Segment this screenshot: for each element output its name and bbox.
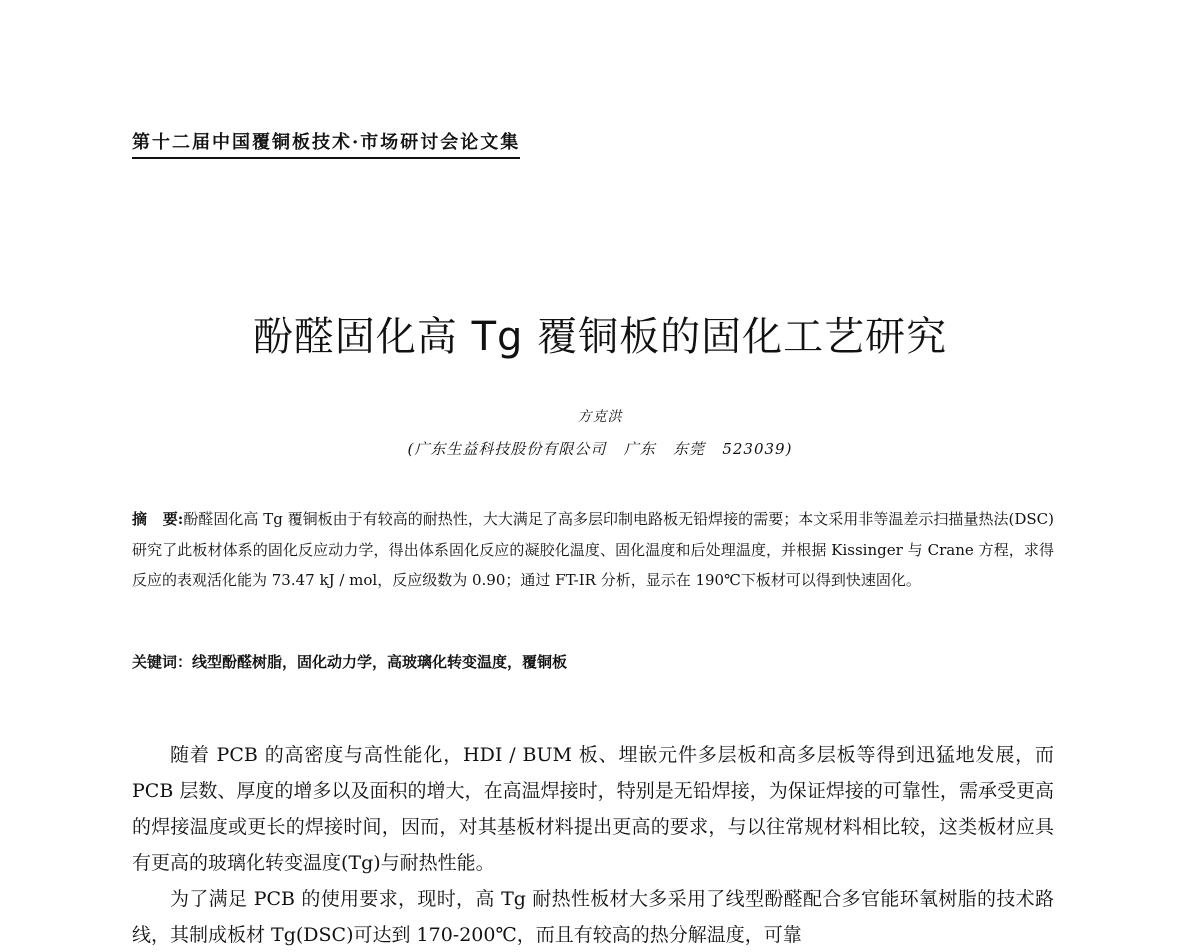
body-text [132,737,1054,952]
abstract [132,504,1054,596]
keywords-label: 关键词： [132,653,193,671]
paper-title: 酚醛固化高 Tg 覆铜板的固化工艺研究 [252,314,948,360]
abstract-label: 摘 要: [132,510,184,528]
body-paragraph: 为了满足 PCB 的使用要求，现时，高 Tg 耐热性板材大多采用了线型酚醛配合多官能环氧树脂的技术路线，其制成板材 Tg(DSC)可达到 170-200℃，而且有较高的热分解温度，可靠 [132,888,1054,946]
author-name: 方克洪 [577,409,623,425]
keywords [132,647,1054,677]
keywords-text: 线型酚醛树脂，固化动力学，高玻璃化转变温度，覆铜板 [192,653,568,671]
running-header: 第十二届中国覆铜板技术·市场研讨会论文集 [132,128,520,159]
abstract-text: 酚醛固化高 Tg 覆铜板由于有较高的耐热性，大大满足了高多层印制电路板无铅焊接的需要；本文采用非等温差示扫描量热法(DSC)研究了此板材体系的固化反应动力学，得出体系固化反应的凝胶化温度、固化温度和后处理温度，并根据 Kissinger 与 Crane 方程，求得反应的表观活化能为 73.47 kJ / mol，反应级数为 0.90；通过 FT-IR 分析，显示在 190℃下板材可以得到快速固化。 [132,510,1054,589]
body-paragraph: 随着 PCB 的高密度与高性能化，HDI / BUM 板、埋嵌元件多层板和高多层板等得到迅猛地发展，而 PCB 层数、厚度的增多以及面积的增大，在高温焊接时，特别是无铅焊接，为保证焊接的可靠性，需承受更高的焊接温度或更长的焊接时间，因而，对其基板材料提出更高的要求，与以往常规材料相比较，这类板材应具有更高的玻璃化转变温度(Tg)与耐热性能。 [132,744,1054,874]
author-affiliation: (广东生益科技股份有限公司 广东 东莞 523039) [407,440,793,458]
